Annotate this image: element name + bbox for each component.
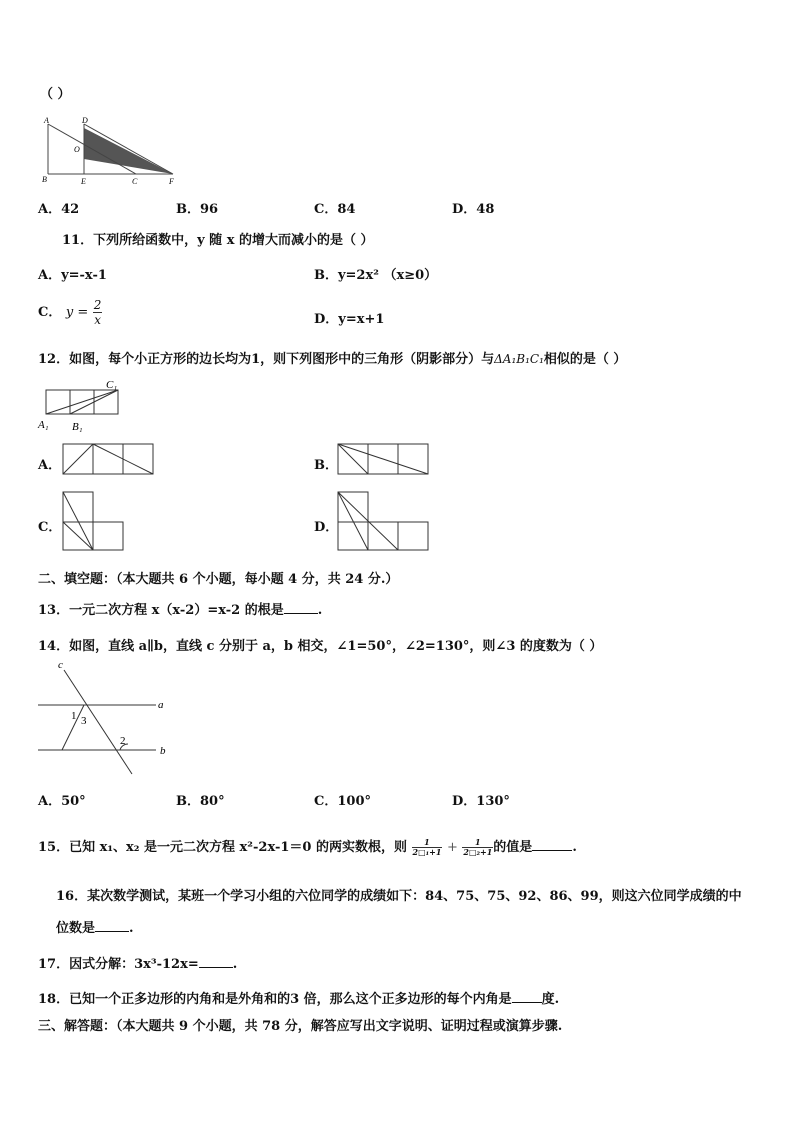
q11-stem: 11．下列所给函数中，y 随 x 的增大而减小的是（ ）	[62, 233, 374, 248]
q15-fraction-1: $\frac{1}{\text{2□₁+1}}$	[412, 837, 442, 857]
q12-label-b1: B₁	[72, 421, 83, 433]
q10-option-d[interactable]: D．48	[452, 202, 495, 217]
q13-answer-blank[interactable]	[284, 602, 318, 614]
q10-answer-paren: （ ）	[40, 87, 71, 102]
q10-label-A: A	[44, 116, 49, 125]
q12-option-b-label[interactable]: B．	[314, 458, 338, 473]
q16-line-2: 位数是 .	[56, 921, 134, 936]
q12-option-d-figure[interactable]	[337, 490, 431, 554]
q11-option-a[interactable]: A．y=-x-1	[38, 268, 107, 283]
q12-option-a-label[interactable]: A．	[38, 458, 62, 473]
q14-stem: 14．如图，直线 a∥b，直线 c 分别于 a，b 相交，∠1=50°，∠2=130°，则∠3 的度数为（ ）	[38, 639, 603, 654]
q11-option-c-fraction: $\frac{2}{x}$	[93, 298, 102, 327]
q15-fraction-2: $\frac{1}{\text{2□₂+1}}$	[463, 837, 493, 857]
q16-line-1: 16．某次数学测试，某班一个学习小组的六位同学的成绩如下：84、75、75、92、86、99，则这六位同学成绩的中	[56, 889, 742, 904]
section-2-heading: 二、填空题：（本大题共 6 个小题，每小题 4 分，共 24 分.）	[38, 572, 399, 587]
q10-shaded-triangle	[84, 128, 173, 174]
q11-option-b[interactable]: B．y=2x² （x≥0）	[314, 268, 438, 283]
q12-option-b-figure[interactable]	[337, 442, 431, 476]
q10-label-D: D	[82, 116, 88, 125]
q10-label-O: O	[74, 145, 80, 154]
q12-label-a1: A₁	[38, 419, 49, 431]
q18-answer-blank[interactable]	[512, 991, 542, 1003]
q14-label-angle-2: 2	[120, 735, 126, 747]
q10-figure	[38, 114, 183, 186]
q10-label-E: E	[81, 177, 86, 186]
q12-option-c-label[interactable]: C．	[38, 520, 62, 535]
q10-label-F: F	[169, 177, 174, 186]
q15: 15．已知 x₁、x₂ 是一元二次方程 x²-2x-1＝0 的两实数根，则 $\frac{1}{\text{2□₁+1}}$ + $\frac{1}{\text{2□₂+1}}$ 的值是 .	[38, 837, 577, 857]
q16-answer-blank[interactable]	[95, 920, 129, 932]
q14-option-c[interactable]: C．100°	[314, 794, 371, 809]
q10-option-a[interactable]: A．42	[38, 202, 80, 217]
q14-option-a[interactable]: A．50°	[38, 794, 86, 809]
q14-label-a: a	[158, 699, 164, 711]
q14-option-d[interactable]: D．130°	[452, 794, 510, 809]
q12-reference-figure	[36, 376, 126, 434]
section-3-heading: 三、解答题：（本大题共 9 个小题，共 78 分，解答应写出文字说明、证明过程或演算步骤.	[38, 1019, 563, 1034]
q12-option-d-label[interactable]: D．	[314, 520, 339, 535]
q14-label-c: c	[58, 659, 63, 671]
q17-answer-blank[interactable]	[199, 956, 233, 968]
q10-label-C: C	[132, 177, 138, 186]
q10-option-c[interactable]: C．84	[314, 202, 356, 217]
q14-label-b: b	[160, 745, 166, 757]
q14-figure	[36, 656, 176, 780]
q10-option-b[interactable]: B．96	[176, 202, 219, 217]
q10-label-B: B	[42, 175, 47, 184]
q12-option-c-figure[interactable]	[62, 490, 126, 554]
q12-label-c1: C₁	[106, 379, 118, 391]
q14-label-angle-3: 3	[81, 715, 87, 727]
q14-option-b[interactable]: B．80°	[176, 794, 225, 809]
q15-answer-blank[interactable]	[532, 839, 572, 851]
q14-label-angle-1: 1	[71, 710, 77, 722]
q11-option-d[interactable]: D．y=x+1	[314, 312, 385, 327]
q17: 17．因式分解：3x³-12x= .	[38, 957, 238, 972]
q11-option-c[interactable]: C． y = $\frac{2}{x}$	[38, 298, 102, 327]
q18: 18．已知一个正多边形的内角和是外角和的3 倍，那么这个正多边形的每个内角是 度.	[38, 992, 560, 1007]
q13: 13．一元二次方程 x（x-2）=x-2 的根是 .	[38, 603, 323, 618]
q12-stem: 12．如图，每个小正方形的边长均为1，则下列图形中的三角形（阴影部分）与ΔA₁B₁C₁相似的是（ ）	[38, 352, 627, 367]
q12-option-a-figure[interactable]	[62, 442, 156, 476]
